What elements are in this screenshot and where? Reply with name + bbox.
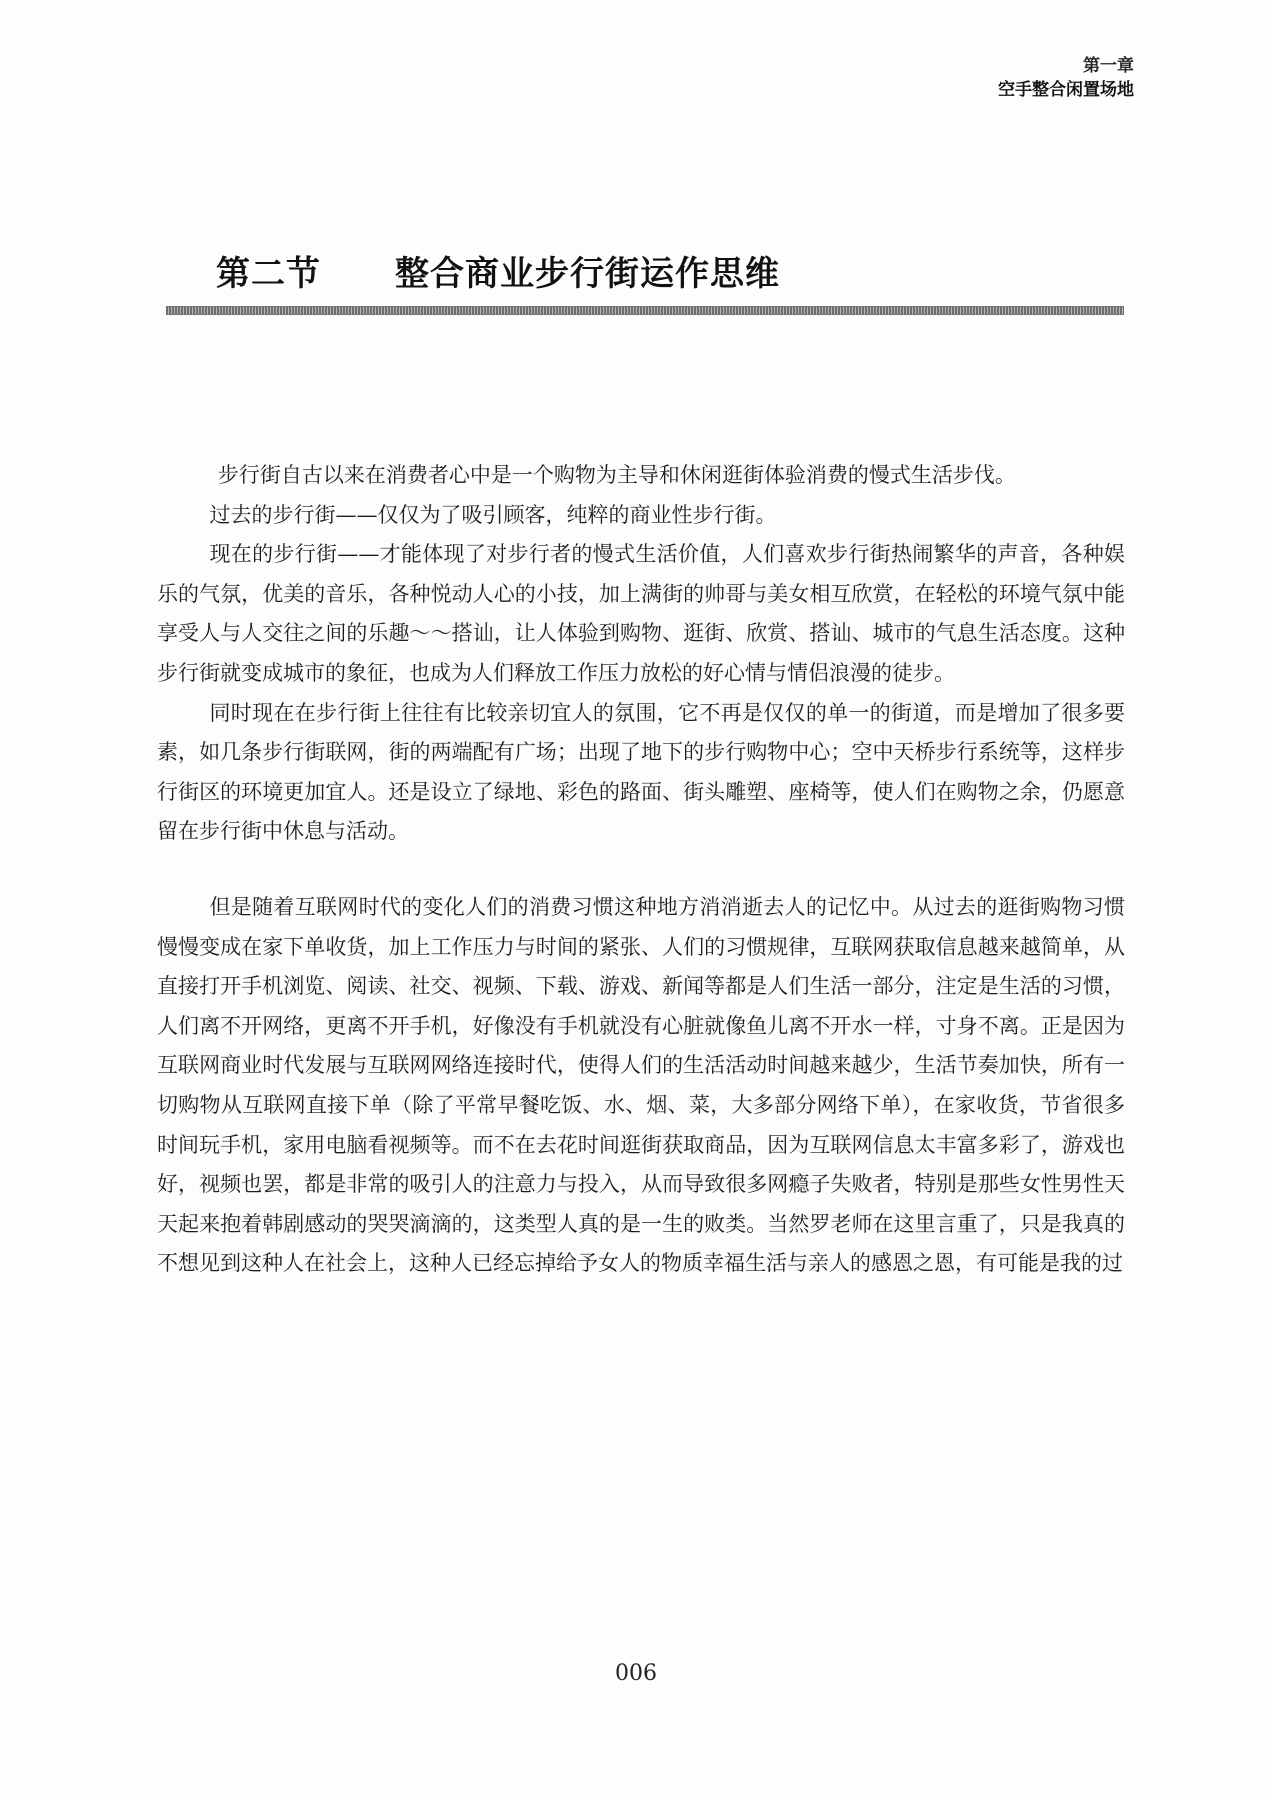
paragraph: 同时现在在步行街上往往有比较亲切宜人的氛围，它不再是仅仅的单一的街道，而是增加了很多要素，如几条步行街联网，街的两端配有广场；出现了地下的步行购物中心；空中天桥步行系统等，这样步行街区的环境更加宜人。还是设立了绿地、彩色的路面、街头雕塑、座椅等，使人们在购物之余，仍愿意留在步行街中休息与活动。 [157,700,1125,844]
body-text [157,456,1125,1284]
paragraph: 过去的步行街——仅仅为了吸引顾客，纯粹的商业性步行街。 [209,502,777,527]
paragraph: 现在的步行街——才能体现了对步行者的慢式生活价值，人们喜欢步行街热闹繁华的声音，各种娱乐的气氛，优美的音乐，各种悦动人心的小技，加上满街的帅哥与美女相互欣赏，在轻松的环境气氛中能享受人与人交往之间的乐趣～～搭讪，让人体验到购物、逛街、欣赏、搭讪、城市的气息生活态度。这种步行街就变成城市的象征，也成为人们释放工作压力放松的好心情与情侣浪漫的徒步。 [157,542,1125,685]
section-heading [216,246,780,295]
running-head [998,54,1134,102]
page-number: 006 [615,1661,657,1686]
section-label: 第二节 [216,254,321,294]
running-head-title: 空手整合闲置场地 [998,80,1134,100]
running-head-chapter: 第一章 [1083,56,1134,76]
paragraph: 步行街自古以来在消费者心中是一个购物为主导和休闲逛街体验消费的慢式生活步伐。 [217,463,1016,487]
heading-rule [166,306,1124,315]
paragraph: 但是随着互联网时代的变化人们的消费习惯这种地方消消逝去人的记忆中。从过去的逛街购物习惯慢慢变成在家下单收货，加上工作压力与时间的紧张、人们的习惯规律，互联网获取信息越来越简单，从直接打开手机浏览、阅读、社交、视频、下载、游戏、新闻等都是人们生活一部分，注定是生活的习惯，人们离不开网络，更离不开手机，好像没有手机就没有心脏就像鱼儿离不开水一样，寸身不离。正是因为互联网商业时代发展与互联网网络连接时代，使得人们的生活活动时间越来越少，生活节奏加快，所有一切购物从互联网直接下单（除了平常早餐吃饭、水、烟、菜，大多部分网络下单），在家收货，节省很多时间玩手机，家用电脑看视频等。而不在去花时间逛街获取商品，因为互联网信息太丰富多彩了，游戏也好，视频也罢，都是非常的吸引人的注意力与投入，从而导致很多网瘾子失败者，特别是那些女性男性天天起来抱着韩剧感动的哭哭滴滴的，这类型人真的是一生的败类。当然罗老师在这里言重了，只是我真的不想见到这种人在社会上，这种人已经忘掉给予女人的物质幸福生活与亲人的感恩之恩，有可能是我的过 [157,894,1125,1276]
section-title: 整合商业步行街运作思维 [395,254,780,294]
